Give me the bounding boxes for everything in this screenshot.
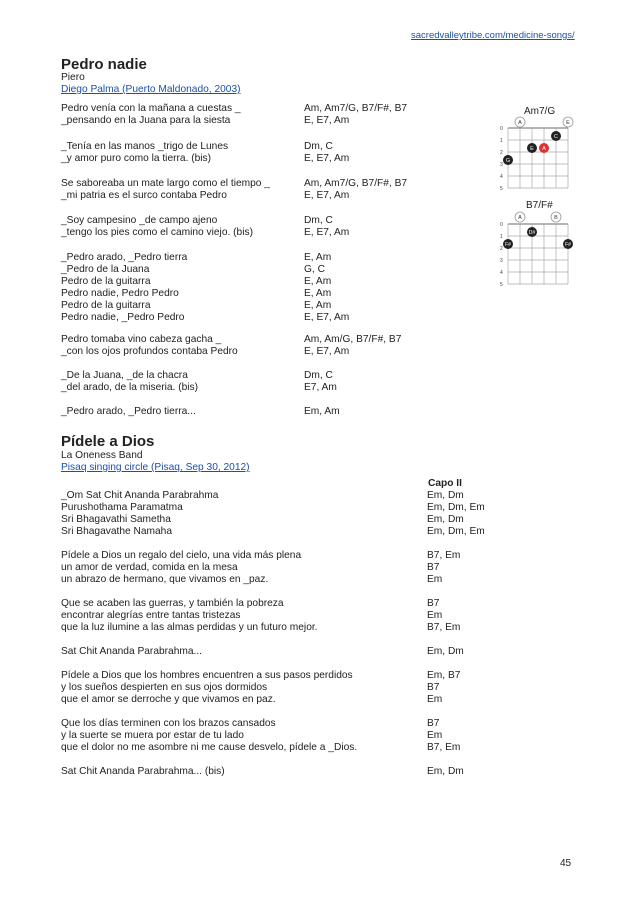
lyric-line: Pedro nadie, _Pedro Pedro	[61, 312, 185, 323]
chord-line: E, E7, Am	[304, 153, 350, 164]
chord-line: E, E7, Am	[304, 227, 350, 238]
fret-number: 4	[500, 174, 503, 180]
lyric-line: _tengo los pies como el camino viejo. (bis)	[61, 227, 253, 238]
lyric-line: que la luz ilumine a las almas perdidas y un futuro mejor.	[61, 622, 318, 633]
chord-line: Am, Am/G, B7/F#, B7	[304, 334, 402, 345]
chord-line: Em, Dm	[427, 766, 464, 777]
page-number: 45	[560, 858, 572, 869]
lyric-line: Purushothama Paramatma	[61, 502, 183, 513]
source-url-link[interactable]: sacredvalleytribe.com/medicine-songs/	[411, 30, 575, 41]
lyric-line: Pedro de la guitarra	[61, 300, 151, 311]
chord-line: B7	[427, 718, 440, 729]
chord-line: Em, Dm	[427, 514, 464, 525]
lyric-line: Pedro tomaba vino cabeza gacha _	[61, 334, 222, 345]
chord-diagram-am7g	[496, 116, 578, 196]
chord-line: E7, Am	[304, 382, 337, 393]
fret-number: 5	[500, 282, 503, 288]
finger-dot-label: C	[554, 134, 558, 140]
chord-line: Em	[427, 730, 443, 741]
chord-line: B7, Em	[427, 742, 461, 753]
chord-line: Em, Dm	[427, 490, 464, 501]
fret-number: 4	[500, 270, 503, 276]
open-string-label: E	[566, 120, 570, 126]
lyric-line: _Om Sat Chit Ananda Parabrahma	[61, 490, 219, 501]
lyric-line: _Tenía en las manos _trigo de Lunes	[61, 141, 229, 152]
chord-line: Am, Am7/G, B7/F#, B7	[304, 178, 408, 189]
lyric-line: _De la Juana, _de la chacra	[61, 370, 188, 381]
chord-line: E, Am	[304, 252, 332, 263]
chord-line: Em, Am	[304, 406, 340, 417]
lyric-line: Que los días terminen con los brazos cansados	[61, 718, 276, 729]
lyric-line: que el dolor no me asombre ni me cause desvelo, pídele a _Dios.	[61, 742, 358, 753]
chord-line: E, E7, Am	[304, 346, 350, 357]
fret-number: 1	[500, 138, 503, 144]
chord-line: E, E7, Am	[304, 115, 350, 126]
lyric-line: Se saboreaba un mate largo como el tiempo _	[61, 178, 270, 189]
lyric-line: _Pedro arado, _Pedro tierra	[61, 252, 188, 263]
lyric-line: Sri Bhagavathe Namaha	[61, 526, 172, 537]
song-source-link[interactable]: Diego Palma (Puerto Maldonado, 2003)	[61, 84, 241, 95]
lyric-line: _con los ojos profundos contaba Pedro	[61, 346, 238, 357]
chord-line: Em, Dm, Em	[427, 526, 485, 537]
lyric-line: _Soy campesino _de campo ajeno	[61, 215, 218, 226]
lyric-line: _Pedro de la Juana	[61, 264, 150, 275]
finger-dot-label: E	[530, 146, 534, 152]
chord-line: B7, Em	[427, 622, 461, 633]
finger-dot-label: D#	[528, 230, 536, 236]
chord-line: Em, Dm	[427, 646, 464, 657]
finger-dot-label: G	[505, 158, 511, 164]
song-artist: Piero	[61, 72, 85, 83]
open-string-label: B	[554, 215, 558, 221]
lyric-line: un amor de verdad, comida en la mesa	[61, 562, 238, 573]
fret-number: 2	[500, 246, 503, 252]
chord-line: G, C	[304, 264, 325, 275]
chord-line: Em	[427, 694, 443, 705]
lyric-line: Sri Bhagavathi Sametha	[61, 514, 171, 525]
chord-line: B7	[427, 562, 440, 573]
chord-line: B7, Em	[427, 550, 461, 561]
chord-line: E, Am	[304, 288, 332, 299]
chord-diagram-b7fsharp	[496, 210, 578, 292]
chord-line: B7	[427, 598, 440, 609]
finger-dot-label: A	[542, 146, 546, 152]
chord-line: Em, B7	[427, 670, 461, 681]
lyric-line: un abrazo de hermano, que vivamos en _paz.	[61, 574, 269, 585]
chord-line: Am, Am7/G, B7/F#, B7	[304, 103, 408, 114]
lyric-line: Pedro venía con la mañana a cuestas _	[61, 103, 241, 114]
chord-line: Dm, C	[304, 141, 333, 152]
lyric-line: _pensando en la Juana para la siesta	[61, 115, 231, 126]
open-string-label: A	[518, 215, 522, 221]
lyric-line: y los sueños despierten en sus ojos dormidos	[61, 682, 268, 693]
song-artist: La Oneness Band	[61, 450, 143, 461]
fret-number: 5	[500, 186, 503, 192]
chord-line: E, E7, Am	[304, 312, 350, 323]
capo-label: Capo II	[428, 478, 462, 489]
chord-line: E, E7, Am	[304, 190, 350, 201]
chord-line: B7	[427, 682, 440, 693]
lyric-line: Que se acaben las guerras, y también la pobreza	[61, 598, 284, 609]
chord-diagram-title: Am7/G	[524, 106, 556, 117]
chord-line: Em	[427, 574, 443, 585]
chord-diagram-title: B7/F#	[526, 200, 553, 211]
lyric-line: y la suerte se muera por estar de tu lado	[61, 730, 244, 741]
lyric-line: _mi patria es el surco contaba Pedro	[61, 190, 227, 201]
song-title: Pedro nadie	[61, 56, 147, 73]
lyric-line: _Pedro arado, _Pedro tierra...	[61, 406, 196, 417]
lyric-line: encontrar alegrías entre tantas tristezas	[61, 610, 241, 621]
chord-line: E, Am	[304, 276, 332, 287]
lyric-line: _del arado, de la miseria. (bis)	[61, 382, 199, 393]
open-string-label: A	[518, 120, 522, 126]
lyric-line: _y amor puro como la tierra. (bis)	[61, 153, 212, 164]
finger-dot-label: F#	[505, 242, 511, 248]
fret-number: 2	[500, 150, 503, 156]
lyric-line: Pídele a Dios un regalo del cielo, una vida más plena	[61, 550, 302, 561]
song-source-link[interactable]: Pisaq singing circle (Pisaq, Sep 30, 2012)	[61, 462, 250, 473]
lyric-line: Sat Chit Ananda Parabrahma... (bis)	[61, 766, 225, 777]
lyric-line: Sat Chit Ananda Parabrahma...	[61, 646, 203, 657]
fret-number: 0	[500, 126, 503, 132]
chord-line: Em	[427, 610, 443, 621]
lyric-line: Pídele a Dios que los hombres encuentren a sus pasos perdidos	[61, 670, 353, 681]
lyric-line: que el amor se derroche y que vivamos en paz.	[61, 694, 276, 705]
finger-dot-label: F#	[565, 242, 571, 248]
fret-number: 3	[500, 258, 503, 264]
chord-line: Dm, C	[304, 370, 333, 381]
chord-line: Em, Dm, Em	[427, 502, 485, 513]
fret-number: 1	[500, 234, 503, 240]
fret-number: 0	[500, 222, 503, 228]
lyric-line: Pedro de la guitarra	[61, 276, 151, 287]
chord-line: Dm, C	[304, 215, 333, 226]
chord-line: E, Am	[304, 300, 332, 311]
fret-number: 3	[500, 162, 503, 168]
song-title: Pídele a Dios	[61, 433, 155, 450]
lyric-line: Pedro nadie, Pedro Pedro	[61, 288, 179, 299]
